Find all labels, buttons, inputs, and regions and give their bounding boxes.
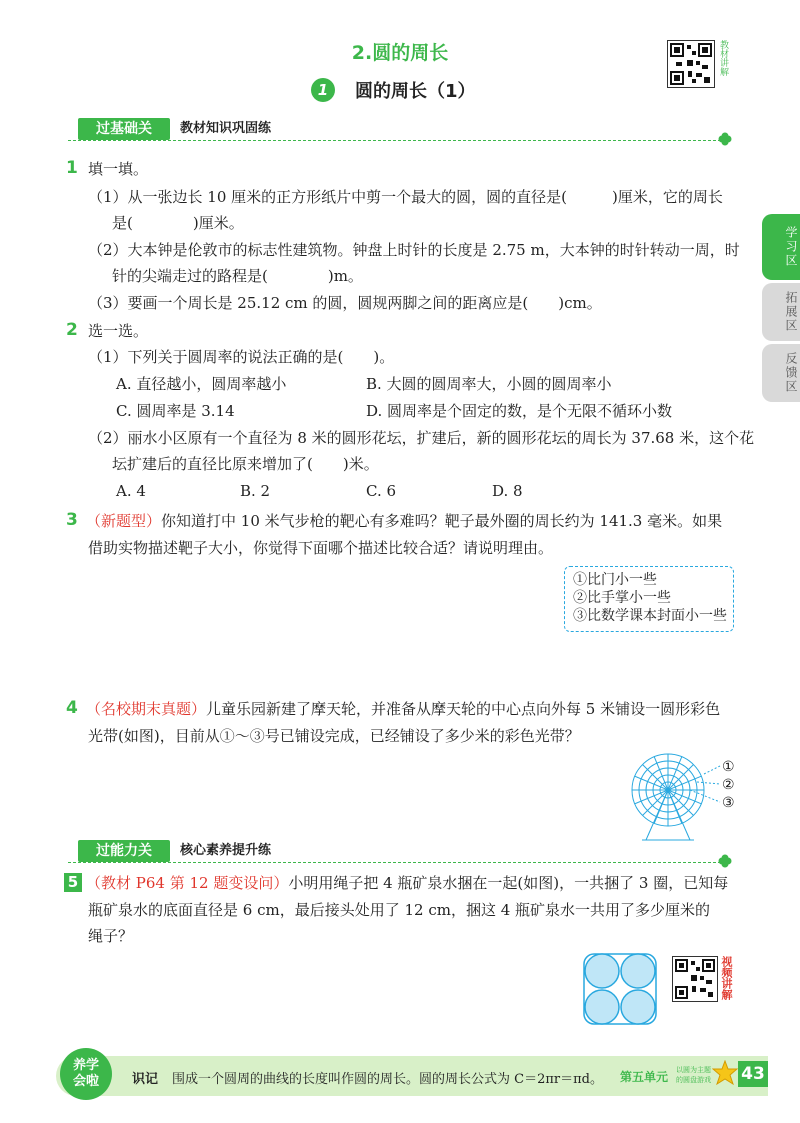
question-text: 小明用绳子把 4 瓶矿泉水捆在一起(如图)，一共捆了 3 圈，已知每 xyxy=(288,874,729,892)
question-line xyxy=(86,699,720,719)
question-text: 儿童乐园新建了摩天轮，并准备从摩天轮的中心点向外每 5 米铺设一圆形彩色 xyxy=(206,700,721,718)
qr-side-label: 教材讲解 xyxy=(718,40,728,76)
question-line: （2）丽水小区原有一个直径为 8 米的圆形花坛，扩建后，新的圆形花坛的周长为 37.68 米，这个花 xyxy=(88,429,755,447)
footer-badge xyxy=(60,1048,112,1100)
section-title: 2.圆的周长 xyxy=(351,42,449,64)
question-tag: （新题型） xyxy=(86,512,162,530)
question-line: 光带(如图)，目前从①～③号已铺设完成，已经铺设了多少米的彩色光带？ xyxy=(88,727,580,745)
question-line: （3）要画一个周长是 25.12 cm 的圆，圆规两脚之间的距离应是( )cm。 xyxy=(88,294,602,312)
question-line: （1）从一张边长 10 厘米的正方形纸片中剪一个最大的圆，圆的直径是( )厘米，它的周长 xyxy=(88,188,723,206)
banner-subtitle: 核心素养提升练 xyxy=(180,843,272,858)
badge-line: 养学 xyxy=(72,1058,99,1073)
question-title: 填一填。 xyxy=(88,160,149,178)
lesson-badge: 1 xyxy=(311,78,335,102)
option: D. 圆周率是个固定的数，是个无限不循环小数 xyxy=(366,402,673,420)
tab-study[interactable]: 学习区 xyxy=(762,214,800,280)
question-tag: （名校期末真题） xyxy=(86,700,207,718)
note-label: 识记 xyxy=(132,1072,159,1087)
badge-line: 会啦 xyxy=(72,1074,99,1089)
choice-item: ①比门小一些 xyxy=(573,572,657,588)
video-qr-label: 视频讲解 xyxy=(720,956,733,1000)
section-banner-basics xyxy=(68,118,738,140)
question-line: 针的尖端走过的路程是( )m。 xyxy=(112,267,363,285)
option: C. 圆周率是 3.14 xyxy=(116,402,235,420)
unit-label: 第五单元 xyxy=(620,1070,669,1084)
banner-subtitle: 教材知识巩固练 xyxy=(180,121,272,136)
banner-tag: 过能力关 xyxy=(78,840,170,862)
unit-sub: 以圆为主题 xyxy=(676,1066,711,1074)
unit-sub: 的圆盘游戏 xyxy=(676,1076,711,1084)
option: B. 大圆的圆周率大，小圆的圆周率小 xyxy=(366,375,612,393)
question-line xyxy=(86,511,722,531)
note-text: 围成一个圆周的曲线的长度叫作圆的周长。圆的周长公式为 C＝2πr＝πd。 xyxy=(172,1072,603,1087)
question-line: 借助实物描述靶子大小，你觉得下面哪个描述比较合适？请说明理由。 xyxy=(88,539,554,557)
banner-rule xyxy=(68,862,726,863)
choice-box xyxy=(564,566,734,632)
option: D. 8 xyxy=(492,482,523,500)
question-line: 是( )厘米。 xyxy=(112,214,244,232)
question-number: 4 xyxy=(66,698,78,718)
clover-icon xyxy=(718,854,732,868)
question-line: （2）大本钟是伦敦市的标志性建筑物。钟盘上时针的长度是 2.75 m，大本钟的时针转动一周，时 xyxy=(88,241,740,259)
question-line: （1）下列关于圆周率的说法正确的是( )。 xyxy=(88,348,395,366)
tab-feedback[interactable]: 反馈区 xyxy=(762,344,800,402)
question-line: 瓶矿泉水的底面直径是 6 cm，最后接头处用了 12 cm，捆这 4 瓶矿泉水一共用了多少厘米的 xyxy=(88,901,711,919)
choice-item: ③比数学课本封面小一些 xyxy=(573,608,727,624)
question-line: 绳子？ xyxy=(88,927,134,945)
option: A. 直径越小，圆周率越小 xyxy=(116,375,287,393)
wheel-label: ③ xyxy=(722,795,735,811)
question-number: 5 xyxy=(64,873,82,892)
option: C. 6 xyxy=(366,482,397,500)
option: B. 2 xyxy=(240,482,271,500)
question-line: 坛扩建后的直径比原来增加了( )米。 xyxy=(112,455,379,473)
video-qr-code-icon[interactable] xyxy=(672,956,718,1002)
question-line xyxy=(86,873,728,893)
banner-rule xyxy=(68,140,726,141)
question-title: 选一选。 xyxy=(88,322,149,340)
bottles-figure xyxy=(582,952,658,1026)
page-number: 43 xyxy=(738,1061,768,1087)
tab-extend[interactable]: 拓展区 xyxy=(762,283,800,341)
option: A. 4 xyxy=(116,482,146,500)
question-text: 你知道打中 10 米气步枪的靶心有多难吗？靶子最外圈的周长约为 141.3 毫米。如果 xyxy=(161,512,723,530)
qr-code-icon[interactable] xyxy=(667,40,715,88)
clover-icon xyxy=(718,132,732,146)
wheel-label: ② xyxy=(722,777,735,793)
wheel-label: ① xyxy=(722,759,735,775)
question-number: 2 xyxy=(66,320,78,340)
lesson-title: 圆的周长（1） xyxy=(355,81,476,102)
star-mascot-icon xyxy=(712,1060,738,1086)
section-banner-ability xyxy=(68,840,738,862)
banner-tag: 过基础关 xyxy=(78,118,170,140)
question-tag: （教材 P64 第 12 题变设问） xyxy=(86,874,289,892)
question-number: 3 xyxy=(66,510,78,530)
choice-item: ②比手掌小一些 xyxy=(573,590,671,606)
question-number: 1 xyxy=(66,158,78,178)
